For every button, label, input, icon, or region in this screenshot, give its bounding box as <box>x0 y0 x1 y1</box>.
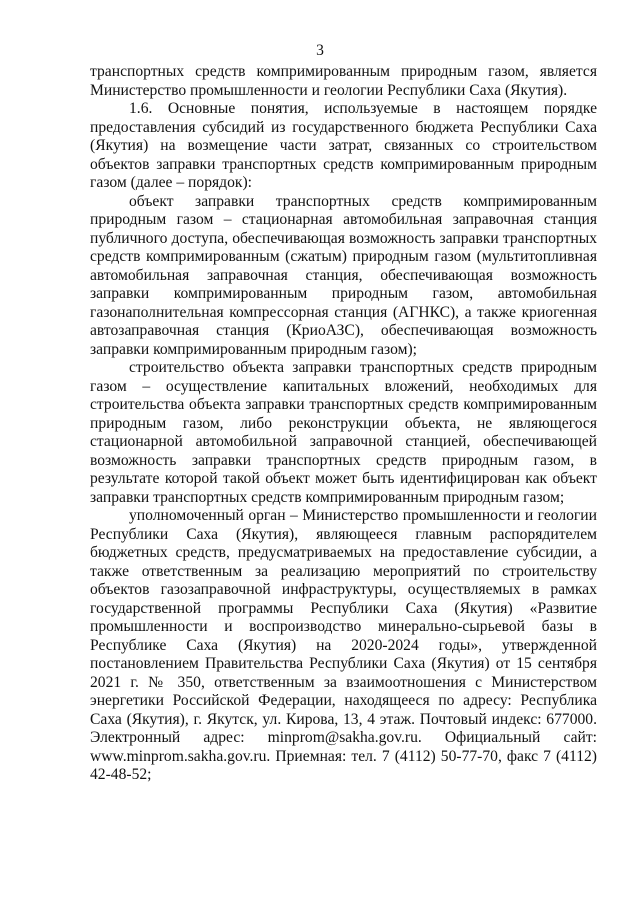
paragraph-definition-authority: уполномоченный орган – Министерство промышленности и геологии Республики Саха (Якутия), являющееся главным распорядителем бюджетных средств, предусматриваемых на предоставление субсидии, а также ответственным за реализацию мероприятий по строительству объектов газозаправочной инфраструктуры, осуществляемых в рамках государственной программы Республики Саха (Якутия) «Развитие промышленности и воспроизводство минерально-сырьевой базы в Республике Саха (Якутия) на 2020-2024 годы», утвержденной постановлением Правительства Республики Саха (Якутия) от 15 сентября 2021 г. № 350, ответственным за взаимоотношения с Министерством энергетики Российской Федерации, находящееся по адресу: Республика Саха (Якутия), г. Якутск, ул. Кирова, 13, 4 этаж. Почтовый индекс: 677000. Электронный адрес: minprom@sakha.gov.ru. Официальный сайт: www.minprom.sakha.gov.ru. Приемная: тел. 7 (4112) 50-77-70, факс 7 (4112) 42-48-52; <box>90 507 597 783</box>
document-body <box>90 63 597 785</box>
paragraph-basic-terms: 1.6. Основные понятия, используемые в настоящем порядке предоставления субсидий из государственного бюджета Республики Саха (Якутия) на возмещение части затрат, связанных со строительством объектов заправки транспортных средств компримированным природным газом (далее – порядок): <box>90 100 597 191</box>
paragraph-continuation: транспортных средств компримированным природным газом, является Министерство промышленности и геологии Республики Саха (Якутия). <box>90 63 597 99</box>
page-number: 3 <box>316 42 324 59</box>
paragraph-definition-construction: строительство объекта заправки транспортных средств природным газом – осуществление капитальных вложений, необходимых для строительства объекта заправки транспортных средств компримированным природным газом, либо реконструкции объекта, не являющегося стационарной автомобильной заправочной станцией, обеспечивающей возможность заправки транспортных средств природным газом, в результате которой такой объект может быть идентифицирован как объект заправки транспортных средств компримированным природным газом; <box>90 359 597 506</box>
paragraph-definition-station: объект заправки транспортных средств компримированным природным газом – стационарная автомобильная заправочная станция публичного доступа, обеспечивающая возможность заправки транспортных средств компримированным (сжатым) природным газом (мультитопливная автомобильная заправочная станция, обеспечивающая возможность заправки компримированным природным газом, автомобильная газонаполнительная компрессорная станция (АГНКС), а также криогенная автозаправочная станция (КриоАЗС), обеспечивающая возможность заправки компримированным природным газом); <box>90 192 597 358</box>
